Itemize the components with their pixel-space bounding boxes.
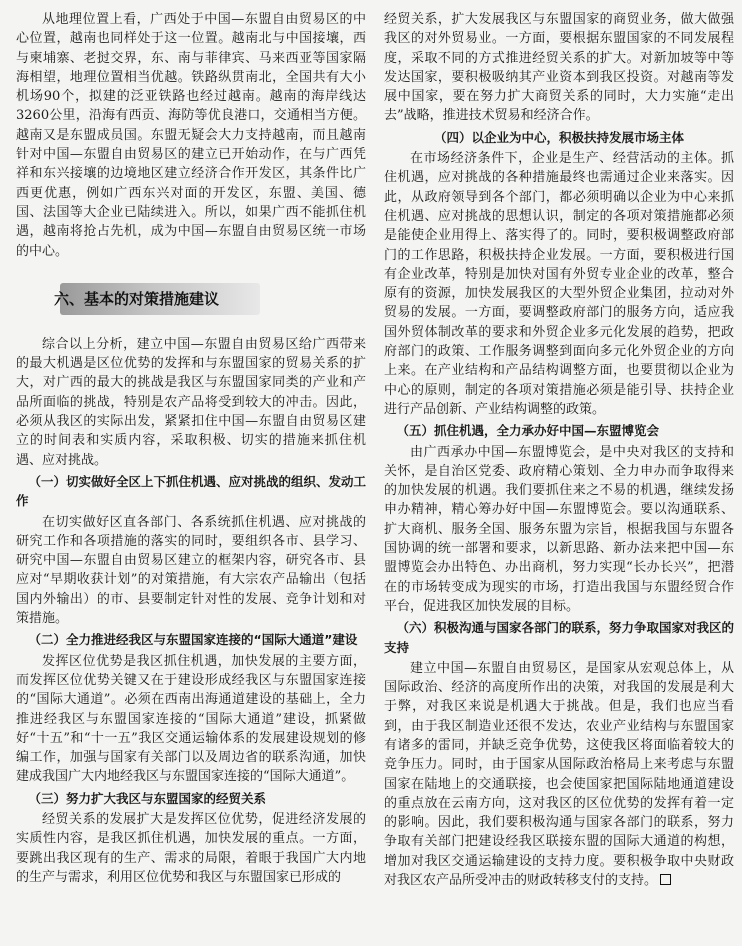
subsection-6-text: 建立中国—东盟自由贸易区，是国家从宏观总体上，从国际政治、经济的高度所作出的决策，对我国的发展是利大于弊，对我区来说是机遇大于挑战。但是，我们也应当看到，由于我区制造业还很不发达，农业产业结构与东盟国家有诸多的雷同，并缺乏竞争优势，这使我区将面临着较大的竞争压力。同时，由于国家从国际政治格局上来考虑与东盟国家在陆地上的交通联接，也会使国家把国际陆地通道建设的重点放在云南方向，这对我区的区位优势的发挥有着一定的影响。因此，我们要积极沟通与国家各部门的联系，努力争取有关部门把建设经我区联接东盟的国际大通道的构想，增加对我区交通运输建设的支持力度。要积极争取中央财政对我区农产品所受冲击的财政转移支付的支持。 bbox=[384, 660, 734, 889]
section-heading bbox=[54, 279, 262, 319]
left-column bbox=[16, 10, 366, 890]
continuation-paragraph: 经贸关系，扩大发展我区与东盟国家的商贸业务，做大做强我区的对外贸易业。一方面，要根据东盟国家的不同发展程度，采取不同的方式推进经贸关系的扩大。对新加坡等中等发达国家，要积极吸纳其产业资本到我区投资。对越南等发展中国家，要在努力扩大商贸关系的同时，大力实施“走出去”战略，推进技术贸易和经济合作。 bbox=[384, 12, 734, 124]
summary-paragraph: 综合以上分析，建立中国—东盟自由贸易区给广西带来的最大机遇是区位优势的发挥和与东盟国家的贸易关系的扩大，对广西的最大的挑战是我区与东盟国家同类的产业和产品所面临的挑战，特别是农产品将受到较大的冲击。因此，必须从我区的实际出发，紧紧扣住中国—东盟自由贸易区建立的时间表和实质内容，采取积极、切实的措施来抓住机遇、应对挑战。 bbox=[16, 336, 366, 468]
subsection-1-paragraph: 在切实做好区直各部门、各系统抓住机遇、应对挑战的研究工作和各项措施的落实的同时，要组织各市、县学习、研究中国—东盟自由贸易区建立的框架内容，研究各市、县应对“早期收获计划”的对策措施，有大宗农产品输出（包括国内外输出）的市、县要制定针对性的发展、竞争计划和对策措施。 bbox=[16, 514, 366, 627]
subsection-5-paragraph: 由广西承办中国—东盟博览会，是中央对我区的支持和关怀，是自治区党委、政府精心策划、全力申办而争取得来的加快发展的机遇。我们要抓住来之不易的机遇，继续发扬申办精神，精心筹办好中国—东盟博览会。要以沟通联系、扩大商机、服务全国、服务东盟为宗旨，根据我国与东盟各国协调的统一部署和要求，以新思路、新办法来把中国—东盟博览会办出特色、办出商机，努力实现“长办长兴”，把潜在的市场转变成为现实的市场，打造出我国与东盟经贸合作平台，促进我区加快发展的目标。 bbox=[384, 444, 734, 614]
subheading-3: （三）努力扩大我区与东盟国家的经贸关系 bbox=[28, 790, 267, 806]
subheading-5: （五）抓住机遇，全力承办好中国—东盟博览会 bbox=[396, 423, 660, 439]
subheading-2: （二）全力推进经我区与东盟国家连接的“国际大通道”建设 bbox=[28, 632, 358, 648]
subheading-1: （一）切实做好全区上下抓住机遇、应对挑战的组织、发动工作 bbox=[16, 473, 367, 509]
subsection-3-paragraph: 经贸关系的发展扩大是发挥区位优势，促进经济发展的实质性内容，是我区抓住机遇，加快发展的重点。一方面，要跳出我区现有的生产、需求的局限，着眼于我国广大内地的生产与需求，利用区位优势和我区与东盟国家已形成的 bbox=[16, 811, 366, 885]
two-column-layout bbox=[16, 10, 735, 890]
subsection-6-paragraph bbox=[384, 659, 734, 891]
subsection-4-paragraph: 在市场经济条件下，企业是生产、经营活动的主体。抓住机遇，应对挑战的各种措施最终也需通过企业来落实。因此，从政府领导到各个部门，都必须明确以企业为中心来抓住机遇、应对挑战的思想认识，制定的各项对策措施都必须是能使企业用得上、落实得了的。同时，要积极调整政府部门的工作思路，积极扶持企业发展。一方面，要积极进行国有企业改革，特别是加快对国有外贸专业企业的改革，整合原有的资源，加快发展我区的大型外贸企业集团，拉动对外贸易的发展。一方面，要调整政府部门的服务方向，适应我国外贸体制改革的要求和外贸企业多元化发展的趋势，把政府部门的政策、工作服务调整到面向多元化外贸企业的方向上来。在产业结构和产品结构调整方面，也要贯彻以企业为中心的原则，制定的各项对策措施必须是能引导、扶持企业进行产品创新、产业结构调整的政策。 bbox=[384, 151, 734, 417]
section-heading-text: 六、基本的对策措施建议 bbox=[54, 289, 220, 308]
subsection-2-paragraph: 发挥区位优势是我区抓住机遇，加快发展的主要方面，而发挥区位优势关键又在于建设形成经我区与东盟国家连接的“国际大通道”。必须在西南出海通道建设的基础上，全力推进经我区与东盟国家连接的“国际大通道”建设，抓紧做好“十五”和“十一五”我区交通运输体系的发展建设规划的修编工作，加强与国家有关部门以及周边省的联系沟通，加快建成我国广大内地经我区与东盟国家连接的“国际大通道”。 bbox=[16, 653, 366, 785]
intro-paragraph: 从地理位置上看，广西处于中国—东盟自由贸易区的中心位置，越南也同样处于这一位置。越南北与中国接壤，西与柬埔寨、老挝交界，东、南与菲律宾、马来西亚等国家隔海相望，地理位置相当优越。铁路纵贯南北，全国共有大小机场90个，拟建的泛亚铁路也经过越南。越南的海岸线达3260公里，沿海有西贡、海防等优良港口，交通相当方便。越南又是东盟成员国。东盟无疑会大力支持越南，而且越南针对中国—东盟自由贸易区的建立已开始动作，在与广西凭祥和东兴接壤的边境地区建立经济合作开发区，其条件比广西更优惠，例如广西东兴对面的开发区，东盟、美国、德国、法国等大企业已陆续进入。所以，如果广西不能抓住机遇，越南将抢占先机，成为中国—东盟自由贸易区统一市场的中心。 bbox=[16, 12, 366, 259]
subheading-6: （六）积极沟通与国家各部门的联系，努力争取国家对我区的支持 bbox=[384, 620, 735, 655]
end-of-article-mark-icon bbox=[660, 874, 671, 885]
subheading-4: （四）以企业为中心，积极扶持发展市场主体 bbox=[433, 129, 684, 145]
right-column bbox=[384, 10, 734, 890]
